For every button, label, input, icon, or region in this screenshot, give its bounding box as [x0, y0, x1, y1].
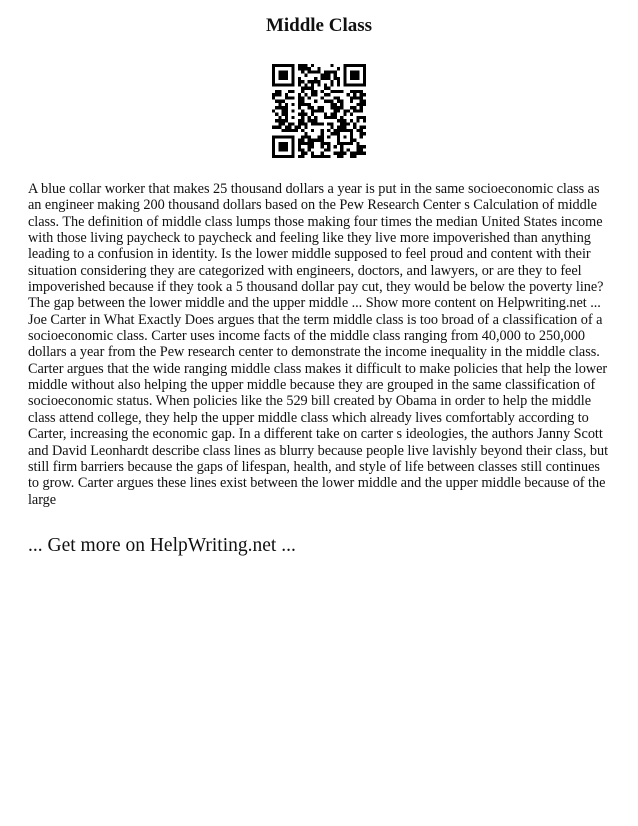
body-paragraph: A blue collar worker that makes 25 thousand dollars a year is put in the same socioeconomic class as an engineer making 200 thousand dollars based on the Pew Research Center s Calculation of middle class. The definition of middle class lumps those making four times the median United States income with those living paycheck to paycheck and feeling like they live more impoverished than anything leading to a confusion in identity. Is the lower middle supposed to feel proud and content with their situation considering they are categorized with engineers, doctors, and lawyers, or are they to feel impoverished because if they took a 5 thousand dollar pay cut, they would be below the poverty line? The gap between the lower middle and the upper middle ... Show more content on Helpwriting.net ... Joe Carter in What Exactly Does argues that the term middle class is too broad of a classification of a socioeconomic class. Carter uses income facts of the middle class ranging from 40,000 to 250,000 dollars a year from the Pew research center to demonstrate the income inequality in the middle class. Carter argues that the wide ranging middle class makes it difficult to make policies that help the lower middle without also helping the upper middle because they are grouped in the same classification of socioeconomic status. When policies like the 529 bill created by Obama in order to help the middle class attend college, they help the upper middle class which already lives comfortably according to Carter, increasing the economic gap. In a different take on carter s ideologies, the authors Janny Scott and David Leonhardt describe class lines as blurry because people live lavishly beyond their class, but still firm barriers because the gaps of lifespan, health, and style of life between classes still continues to grow. Carter argues these lines exist between the lower middle and the upper middle because of the large: [28, 181, 609, 508]
page-title: Middle Class: [265, 15, 373, 36]
qr-code-icon: [272, 64, 366, 158]
get-more-link[interactable]: ... Get more on HelpWriting.net ...: [28, 535, 296, 556]
